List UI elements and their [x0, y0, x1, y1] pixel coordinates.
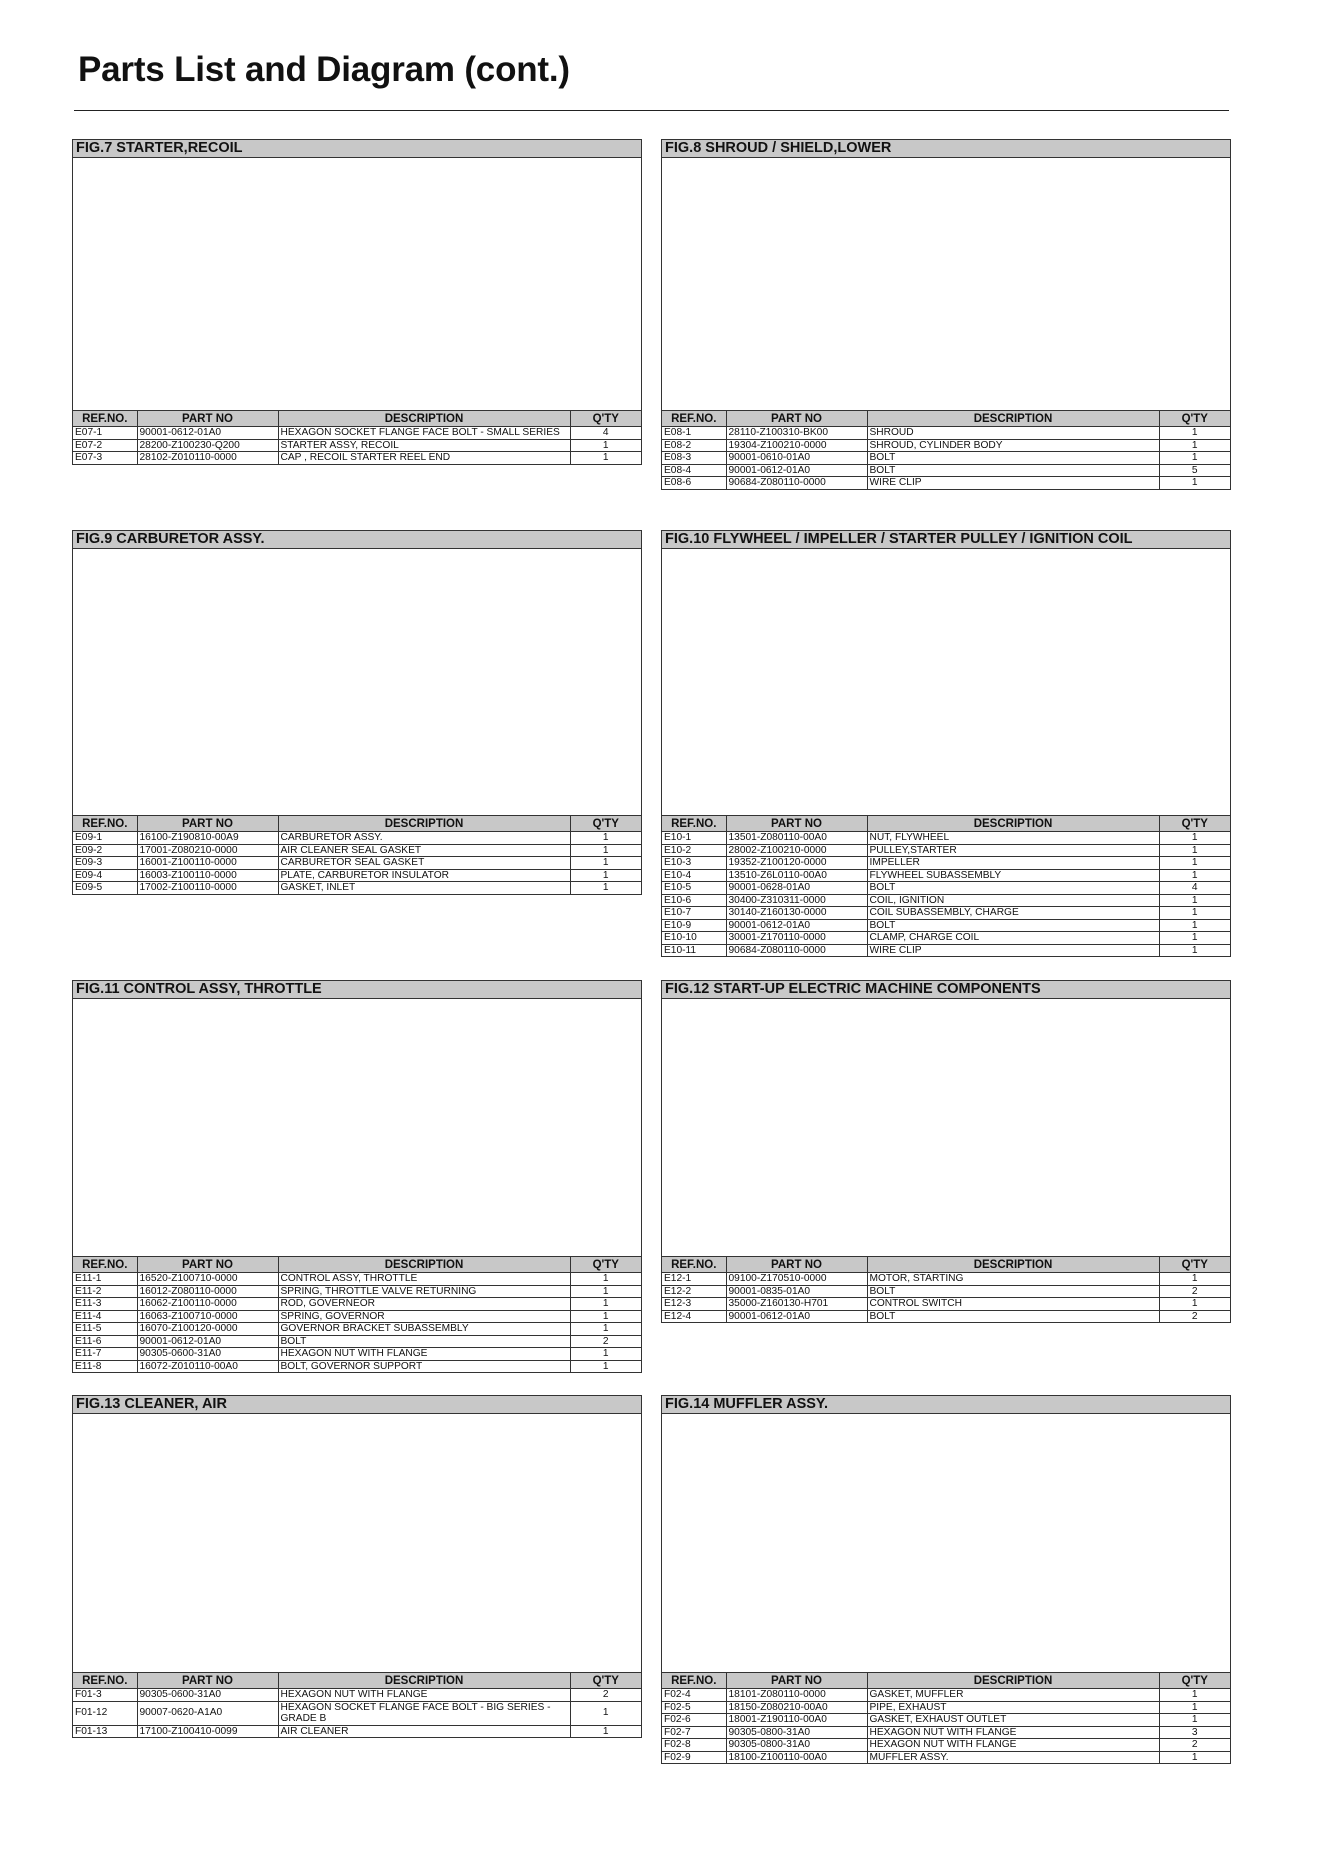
description-cell: GASKET, INLET	[278, 882, 570, 894]
description-cell: BOLT	[867, 452, 1159, 465]
part-no-header: PART NO	[726, 411, 867, 427]
qty-header: Q'TY	[1159, 816, 1230, 832]
description-cell: ROD, GOVERNEOR	[278, 1298, 570, 1311]
table-row	[662, 1739, 1230, 1752]
ref-no-cell: E11-6	[73, 1335, 137, 1348]
qty-header: Q'TY	[570, 816, 641, 832]
part-no-cell: 30140-Z160130-0000	[726, 907, 867, 920]
qty-header: Q'TY	[570, 1673, 641, 1689]
description-header: DESCRIPTION	[278, 816, 570, 832]
figure-title: FIG.13 CLEANER, AIR	[73, 1396, 641, 1414]
figure-12-panel	[661, 980, 1231, 1323]
description-cell: HEXAGON SOCKET FLANGE FACE BOLT - SMALL SERIES	[278, 427, 570, 440]
ref-no-header: REF.NO.	[73, 816, 137, 832]
part-no-cell: 90001-0612-01A0	[137, 1335, 278, 1348]
description-cell: BOLT	[867, 1285, 1159, 1298]
description-cell: PLATE, CARBURETOR INSULATOR	[278, 869, 570, 882]
description-cell: PIPE, EXHAUST	[867, 1701, 1159, 1714]
qty-header: Q'TY	[1159, 1673, 1230, 1689]
table-row	[662, 932, 1230, 945]
ref-no-cell: F01-13	[73, 1725, 137, 1737]
table-row	[73, 869, 641, 882]
description-cell: COIL SUBASSEMBLY, CHARGE	[867, 907, 1159, 920]
part-no-cell: 90001-0835-01A0	[726, 1285, 867, 1298]
ref-no-cell: E10-4	[662, 869, 726, 882]
description-cell: BOLT	[867, 464, 1159, 477]
diagram-area	[662, 1414, 1230, 1673]
part-no-cell: 19352-Z100120-0000	[726, 857, 867, 870]
ref-no-cell: E10-6	[662, 894, 726, 907]
ref-no-cell: E10-10	[662, 932, 726, 945]
qty-cell: 1	[1159, 452, 1230, 465]
ref-no-header: REF.NO.	[73, 1257, 137, 1273]
part-no-cell: 16003-Z100110-0000	[137, 869, 278, 882]
ref-no-cell: E11-5	[73, 1323, 137, 1336]
part-no-cell: 28002-Z100210-0000	[726, 844, 867, 857]
part-no-cell: 16072-Z010110-00A0	[137, 1360, 278, 1372]
description-cell: CARBURETOR SEAL GASKET	[278, 857, 570, 870]
title-divider	[74, 110, 1229, 111]
table-row	[662, 1273, 1230, 1286]
qty-cell: 1	[570, 1701, 641, 1725]
parts-table	[73, 411, 641, 464]
ref-no-cell: E09-1	[73, 832, 137, 845]
ref-no-cell: E09-4	[73, 869, 137, 882]
ref-no-header: REF.NO.	[73, 411, 137, 427]
table-row	[73, 1273, 641, 1286]
table-row	[662, 1751, 1230, 1763]
table-row	[662, 1689, 1230, 1702]
description-cell: STARTER ASSY, RECOIL	[278, 439, 570, 452]
table-row	[73, 1348, 641, 1361]
description-header: DESCRIPTION	[278, 1257, 570, 1273]
qty-header: Q'TY	[570, 1257, 641, 1273]
qty-cell: 1	[570, 1323, 641, 1336]
qty-cell: 1	[1159, 944, 1230, 956]
description-cell: HEXAGON NUT WITH FLANGE	[867, 1739, 1159, 1752]
table-header-row	[662, 411, 1230, 427]
ref-no-cell: E10-7	[662, 907, 726, 920]
ref-no-header: REF.NO.	[662, 1257, 726, 1273]
ref-no-header: REF.NO.	[73, 1673, 137, 1689]
qty-cell: 1	[1159, 1714, 1230, 1727]
table-row	[73, 1285, 641, 1298]
description-cell: CLAMP, CHARGE COIL	[867, 932, 1159, 945]
table-row	[662, 869, 1230, 882]
table-row	[662, 1714, 1230, 1727]
description-cell: COIL, IGNITION	[867, 894, 1159, 907]
description-cell: CARBURETOR ASSY.	[278, 832, 570, 845]
qty-cell: 2	[570, 1689, 641, 1702]
qty-cell: 1	[570, 1285, 641, 1298]
table-row	[662, 894, 1230, 907]
part-no-cell: 90684-Z080110-0000	[726, 477, 867, 489]
qty-cell: 1	[1159, 439, 1230, 452]
qty-cell: 1	[1159, 1689, 1230, 1702]
qty-header: Q'TY	[1159, 411, 1230, 427]
qty-cell: 1	[570, 857, 641, 870]
description-cell: AIR CLEANER	[278, 1725, 570, 1737]
part-no-cell: 17001-Z080210-0000	[137, 844, 278, 857]
description-cell: SHROUD	[867, 427, 1159, 440]
ref-no-cell: E10-2	[662, 844, 726, 857]
part-no-cell: 16070-Z100120-0000	[137, 1323, 278, 1336]
ref-no-cell: E12-4	[662, 1310, 726, 1322]
figure-title: FIG.14 MUFFLER ASSY.	[662, 1396, 1230, 1414]
table-row	[73, 857, 641, 870]
description-cell: WIRE CLIP	[867, 477, 1159, 489]
description-cell: BOLT, GOVERNOR SUPPORT	[278, 1360, 570, 1372]
description-cell: BOLT	[867, 882, 1159, 895]
ref-no-cell: E10-11	[662, 944, 726, 956]
ref-no-cell: F02-9	[662, 1751, 726, 1763]
description-cell: GOVERNOR BRACKET SUBASSEMBLY	[278, 1323, 570, 1336]
table-row	[73, 844, 641, 857]
qty-cell: 2	[570, 1335, 641, 1348]
ref-no-cell: E11-8	[73, 1360, 137, 1372]
part-no-cell: 28102-Z010110-0000	[137, 452, 278, 464]
qty-header: Q'TY	[570, 411, 641, 427]
table-row	[73, 439, 641, 452]
part-no-cell: 90001-0612-01A0	[137, 427, 278, 440]
ref-no-cell: E08-4	[662, 464, 726, 477]
description-cell: MOTOR, STARTING	[867, 1273, 1159, 1286]
qty-cell: 1	[1159, 1701, 1230, 1714]
figure-title: FIG.9 CARBURETOR ASSY.	[73, 531, 641, 549]
part-no-cell: 90001-0612-01A0	[726, 464, 867, 477]
description-cell: BOLT	[867, 1310, 1159, 1322]
ref-no-cell: F01-12	[73, 1701, 137, 1725]
table-header-row	[73, 816, 641, 832]
ref-no-header: REF.NO.	[662, 1673, 726, 1689]
part-no-cell: 90001-0610-01A0	[726, 452, 867, 465]
part-no-header: PART NO	[137, 1673, 278, 1689]
part-no-cell: 17002-Z100110-0000	[137, 882, 278, 894]
table-row	[73, 1335, 641, 1348]
ref-no-cell: E08-1	[662, 427, 726, 440]
description-cell: BOLT	[278, 1335, 570, 1348]
figure-9-panel	[72, 530, 642, 895]
qty-cell: 1	[570, 1298, 641, 1311]
description-cell: WIRE CLIP	[867, 944, 1159, 956]
table-row	[662, 1285, 1230, 1298]
part-no-cell: 90001-0612-01A0	[726, 919, 867, 932]
table-row	[662, 844, 1230, 857]
qty-cell: 1	[1159, 427, 1230, 440]
figure-11-panel	[72, 980, 642, 1373]
ref-no-cell: F02-6	[662, 1714, 726, 1727]
table-row	[662, 832, 1230, 845]
part-no-cell: 16063-Z100710-0000	[137, 1310, 278, 1323]
ref-no-cell: E08-2	[662, 439, 726, 452]
description-cell: HEXAGON NUT WITH FLANGE	[278, 1689, 570, 1702]
parts-table	[662, 1673, 1230, 1763]
description-header: DESCRIPTION	[867, 411, 1159, 427]
table-row	[662, 477, 1230, 489]
figure-8-panel	[661, 139, 1231, 490]
part-no-header: PART NO	[137, 411, 278, 427]
part-no-cell: 09100-Z170510-0000	[726, 1273, 867, 1286]
qty-cell: 3	[1159, 1726, 1230, 1739]
description-header: DESCRIPTION	[867, 1673, 1159, 1689]
table-row	[73, 832, 641, 845]
qty-cell: 1	[1159, 844, 1230, 857]
ref-no-cell: F02-4	[662, 1689, 726, 1702]
part-no-cell: 16062-Z100110-0000	[137, 1298, 278, 1311]
description-cell: HEXAGON NUT WITH FLANGE	[867, 1726, 1159, 1739]
ref-no-cell: E11-2	[73, 1285, 137, 1298]
part-no-cell: 35000-Z160130-H701	[726, 1298, 867, 1311]
description-cell: GASKET, MUFFLER	[867, 1689, 1159, 1702]
ref-no-cell: E09-5	[73, 882, 137, 894]
ref-no-cell: E11-1	[73, 1273, 137, 1286]
qty-cell: 1	[570, 1348, 641, 1361]
table-row	[73, 427, 641, 440]
description-cell: IMPELLER	[867, 857, 1159, 870]
qty-cell: 1	[570, 869, 641, 882]
part-no-cell: 18101-Z080110-0000	[726, 1689, 867, 1702]
part-no-header: PART NO	[137, 1257, 278, 1273]
figure-13-panel	[72, 1395, 642, 1738]
qty-cell: 1	[570, 1273, 641, 1286]
ref-no-cell: E10-3	[662, 857, 726, 870]
diagram-area	[662, 549, 1230, 816]
qty-cell: 1	[1159, 857, 1230, 870]
ref-no-cell: E11-3	[73, 1298, 137, 1311]
diagram-area	[73, 158, 641, 411]
qty-cell: 4	[570, 427, 641, 440]
qty-cell: 5	[1159, 464, 1230, 477]
qty-cell: 1	[1159, 1751, 1230, 1763]
table-row	[662, 452, 1230, 465]
description-cell: GASKET, EXHAUST OUTLET	[867, 1714, 1159, 1727]
description-cell: BOLT	[867, 919, 1159, 932]
table-row	[73, 1725, 641, 1737]
table-row	[73, 1701, 641, 1725]
table-row	[73, 1298, 641, 1311]
part-no-cell: 90001-0628-01A0	[726, 882, 867, 895]
diagram-area	[73, 1414, 641, 1673]
qty-cell: 1	[570, 1360, 641, 1372]
parts-table	[73, 1673, 641, 1737]
table-row	[662, 439, 1230, 452]
description-cell: SPRING, GOVERNOR	[278, 1310, 570, 1323]
part-no-cell: 16100-Z190810-00A9	[137, 832, 278, 845]
table-row	[662, 1310, 1230, 1322]
description-cell: CONTROL ASSY, THROTTLE	[278, 1273, 570, 1286]
table-row	[662, 1298, 1230, 1311]
table-row	[662, 1726, 1230, 1739]
table-row	[662, 944, 1230, 956]
qty-header: Q'TY	[1159, 1257, 1230, 1273]
ref-no-cell: E08-3	[662, 452, 726, 465]
diagram-area	[662, 158, 1230, 411]
part-no-cell: 17100-Z100410-0099	[137, 1725, 278, 1737]
table-row	[73, 1360, 641, 1372]
figure-10-panel	[661, 530, 1231, 957]
description-cell: SPRING, THROTTLE VALVE RETURNING	[278, 1285, 570, 1298]
qty-cell: 1	[1159, 894, 1230, 907]
description-cell: MUFFLER ASSY.	[867, 1751, 1159, 1763]
figure-title: FIG.7 STARTER,RECOIL	[73, 140, 641, 158]
part-no-header: PART NO	[137, 816, 278, 832]
part-no-cell: 30001-Z170110-0000	[726, 932, 867, 945]
table-row	[662, 1701, 1230, 1714]
table-header-row	[73, 1673, 641, 1689]
table-row	[662, 427, 1230, 440]
diagram-area	[73, 549, 641, 816]
ref-no-header: REF.NO.	[662, 411, 726, 427]
table-row	[662, 907, 1230, 920]
table-header-row	[73, 411, 641, 427]
description-cell: SHROUD, CYLINDER BODY	[867, 439, 1159, 452]
qty-cell: 1	[1159, 832, 1230, 845]
table-row	[73, 1689, 641, 1702]
ref-no-cell: E11-4	[73, 1310, 137, 1323]
description-header: DESCRIPTION	[278, 411, 570, 427]
description-cell: PULLEY,STARTER	[867, 844, 1159, 857]
ref-no-cell: F01-3	[73, 1689, 137, 1702]
ref-no-cell: E07-1	[73, 427, 137, 440]
table-header-row	[662, 1257, 1230, 1273]
qty-cell: 1	[570, 832, 641, 845]
ref-no-cell: F02-7	[662, 1726, 726, 1739]
qty-cell: 1	[570, 844, 641, 857]
table-row	[73, 1323, 641, 1336]
part-no-header: PART NO	[726, 1257, 867, 1273]
diagram-area	[662, 999, 1230, 1257]
part-no-cell: 28200-Z100230-Q200	[137, 439, 278, 452]
qty-cell: 1	[1159, 1298, 1230, 1311]
description-cell: CONTROL SWITCH	[867, 1298, 1159, 1311]
parts-table	[662, 411, 1230, 489]
part-no-cell: 16520-Z100710-0000	[137, 1273, 278, 1286]
diagram-area	[73, 999, 641, 1257]
description-cell: CAP , RECOIL STARTER REEL END	[278, 452, 570, 464]
ref-no-cell: E09-3	[73, 857, 137, 870]
table-header-row	[73, 1257, 641, 1273]
table-row	[73, 882, 641, 894]
part-no-cell: 18150-Z080210-00A0	[726, 1701, 867, 1714]
part-no-cell: 18001-Z190110-00A0	[726, 1714, 867, 1727]
qty-cell: 1	[570, 452, 641, 464]
figure-7-panel	[72, 139, 642, 465]
description-header: DESCRIPTION	[867, 1257, 1159, 1273]
ref-no-cell: E12-2	[662, 1285, 726, 1298]
description-cell: AIR CLEANER SEAL GASKET	[278, 844, 570, 857]
part-no-cell: 90305-0800-31A0	[726, 1726, 867, 1739]
qty-cell: 4	[1159, 882, 1230, 895]
part-no-header: PART NO	[726, 816, 867, 832]
qty-cell: 1	[570, 882, 641, 894]
qty-cell: 2	[1159, 1310, 1230, 1322]
ref-no-cell: E10-5	[662, 882, 726, 895]
qty-cell: 1	[1159, 932, 1230, 945]
part-no-cell: 13501-Z080110-00A0	[726, 832, 867, 845]
qty-cell: 1	[1159, 869, 1230, 882]
parts-table	[73, 816, 641, 894]
ref-no-cell: E10-1	[662, 832, 726, 845]
qty-cell: 2	[1159, 1285, 1230, 1298]
qty-cell: 1	[1159, 477, 1230, 489]
part-no-cell: 18100-Z100110-00A0	[726, 1751, 867, 1763]
ref-no-cell: E07-3	[73, 452, 137, 464]
description-header: DESCRIPTION	[278, 1673, 570, 1689]
qty-cell: 1	[570, 439, 641, 452]
ref-no-cell: E08-6	[662, 477, 726, 489]
part-no-cell: 90305-0600-31A0	[137, 1689, 278, 1702]
description-cell: NUT, FLYWHEEL	[867, 832, 1159, 845]
figure-title: FIG.11 CONTROL ASSY, THROTTLE	[73, 981, 641, 999]
page-title: Parts List and Diagram (cont.)	[78, 50, 570, 89]
description-header: DESCRIPTION	[867, 816, 1159, 832]
figure-title: FIG.12 START-UP ELECTRIC MACHINE COMPONENTS	[662, 981, 1230, 999]
ref-no-cell: E07-2	[73, 439, 137, 452]
ref-no-cell: F02-8	[662, 1739, 726, 1752]
table-row	[73, 452, 641, 464]
part-no-cell: 16012-Z080110-0000	[137, 1285, 278, 1298]
part-no-cell: 28110-Z100310-BK00	[726, 427, 867, 440]
figure-14-panel	[661, 1395, 1231, 1764]
part-no-cell: 90684-Z080110-0000	[726, 944, 867, 956]
ref-no-header: REF.NO.	[662, 816, 726, 832]
table-header-row	[662, 816, 1230, 832]
table-row	[662, 857, 1230, 870]
part-no-cell: 90305-0800-31A0	[726, 1739, 867, 1752]
parts-table	[73, 1257, 641, 1372]
table-row	[662, 464, 1230, 477]
qty-cell: 1	[1159, 919, 1230, 932]
qty-cell: 1	[570, 1725, 641, 1737]
part-no-cell: 90001-0612-01A0	[726, 1310, 867, 1322]
ref-no-cell: E12-1	[662, 1273, 726, 1286]
part-no-cell: 16001-Z100110-0000	[137, 857, 278, 870]
table-row	[73, 1310, 641, 1323]
parts-table	[662, 1257, 1230, 1322]
qty-cell: 1	[1159, 907, 1230, 920]
part-no-cell: 19304-Z100210-0000	[726, 439, 867, 452]
ref-no-cell: F02-5	[662, 1701, 726, 1714]
qty-cell: 2	[1159, 1739, 1230, 1752]
part-no-cell: 30400-Z310311-0000	[726, 894, 867, 907]
part-no-header: PART NO	[726, 1673, 867, 1689]
ref-no-cell: E12-3	[662, 1298, 726, 1311]
figure-title: FIG.10 FLYWHEEL / IMPELLER / STARTER PULLEY / IGNITION COIL	[662, 531, 1230, 549]
qty-cell: 1	[570, 1310, 641, 1323]
description-cell: FLYWHEEL SUBASSEMBLY	[867, 869, 1159, 882]
ref-no-cell: E11-7	[73, 1348, 137, 1361]
qty-cell: 1	[1159, 1273, 1230, 1286]
ref-no-cell: E09-2	[73, 844, 137, 857]
table-row	[662, 919, 1230, 932]
description-cell: HEXAGON NUT WITH FLANGE	[278, 1348, 570, 1361]
table-header-row	[662, 1673, 1230, 1689]
part-no-cell: 90305-0600-31A0	[137, 1348, 278, 1361]
table-row	[662, 882, 1230, 895]
part-no-cell: 90007-0620-A1A0	[137, 1701, 278, 1725]
description-cell: HEXAGON SOCKET FLANGE FACE BOLT - BIG SERIES - GRADE B	[278, 1701, 570, 1725]
figure-title: FIG.8 SHROUD / SHIELD,LOWER	[662, 140, 1230, 158]
ref-no-cell: E10-9	[662, 919, 726, 932]
part-no-cell: 13510-Z6L0110-00A0	[726, 869, 867, 882]
parts-table	[662, 816, 1230, 956]
